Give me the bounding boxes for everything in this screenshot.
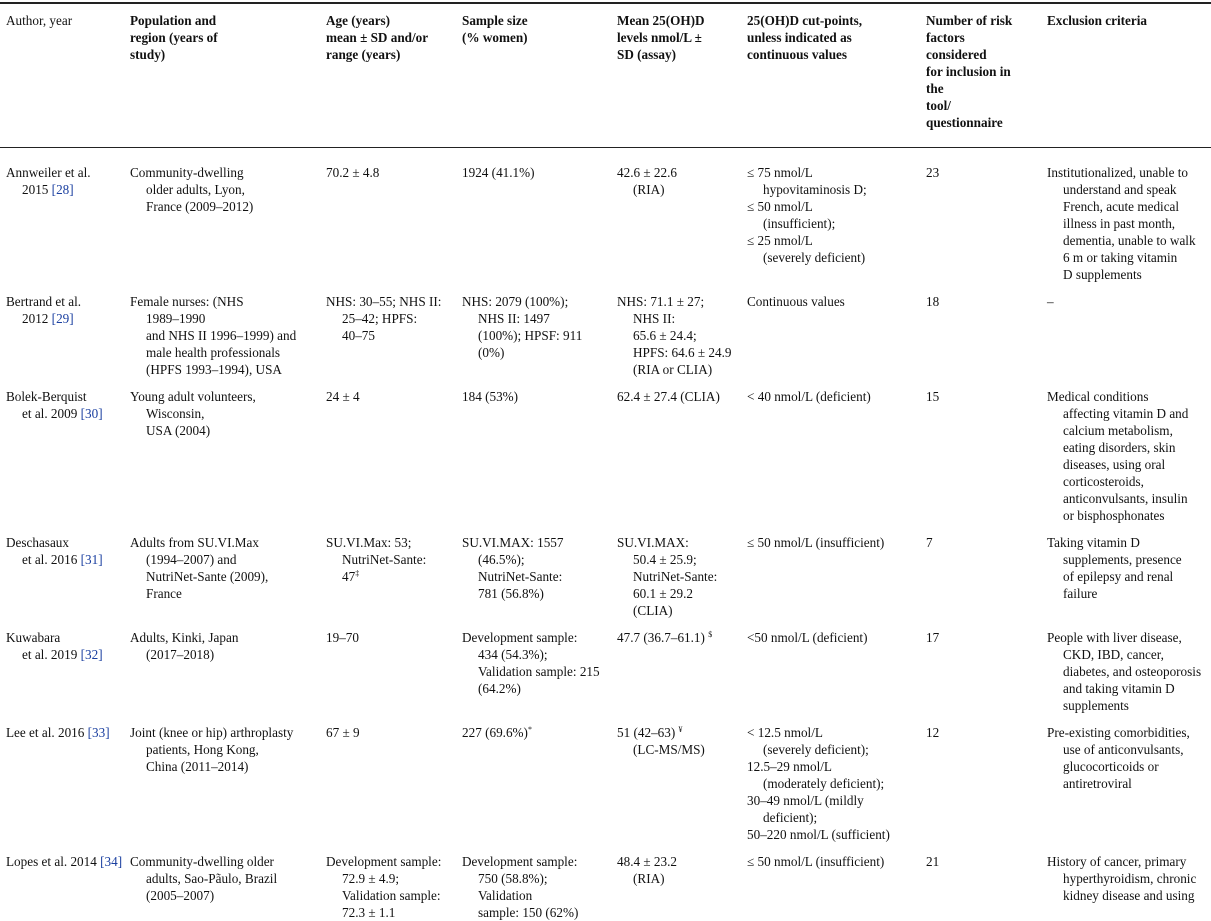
cell-line: hyperthyroidism, chronic xyxy=(1063,871,1197,886)
cell-line: 42.6 ± 22.6 xyxy=(617,165,677,180)
cell-line: Adults from SU.VI.Max xyxy=(130,535,259,550)
cell-line: Validation xyxy=(478,888,533,903)
cell-line: HPFS: 64.6 ± 24.9 xyxy=(633,345,732,360)
cell-line: Wisconsin, xyxy=(146,406,205,421)
cell-line: supplements xyxy=(1063,698,1129,713)
cutpoints-cell xyxy=(741,843,920,921)
cell-line: China (2011–2014) xyxy=(146,759,249,774)
cutpoints-cell xyxy=(741,378,920,524)
header-line: Population and xyxy=(130,13,217,28)
cell-line: ≤ 50 nmol/L (insufficient) xyxy=(747,854,885,869)
cell-line: Community-dwelling older xyxy=(130,854,274,869)
cell-line: Community-dwelling xyxy=(130,165,244,180)
top-rule xyxy=(0,2,1211,4)
cell-line: Medical conditions xyxy=(1047,389,1149,404)
cell-line: People with liver disease, xyxy=(1047,630,1182,645)
table-body xyxy=(0,154,1211,921)
header-line: Age (years) xyxy=(326,13,391,28)
cutpoints-cell xyxy=(741,283,920,378)
cell-line: D supplements xyxy=(1063,267,1142,282)
cell-line: and NHS II 1996–1999) and xyxy=(146,328,297,343)
cell-line: Institutionalized, unable to xyxy=(1047,165,1188,180)
citation-link[interactable]: [29] xyxy=(51,311,74,326)
cell-line: (1994–2007) and xyxy=(146,552,237,567)
mean-level-cell xyxy=(611,714,741,843)
cell-line: 781 (56.8%) xyxy=(478,586,544,601)
cell-line: (100%); HPSF: 911 xyxy=(478,328,583,343)
age-cell xyxy=(320,843,456,921)
cell-line: 50.4 ± 25.9; xyxy=(633,552,697,567)
cell-line: < 40 nmol/L (deficient) xyxy=(747,389,871,404)
column-header-mean xyxy=(611,6,741,154)
cell-line: Continuous values xyxy=(747,294,845,309)
cell-line: ≤ 75 nmol/L xyxy=(747,165,813,180)
cutpoints-cell xyxy=(741,524,920,619)
mean-level-cell xyxy=(611,378,741,524)
cell-line: Validation sample: xyxy=(342,888,441,903)
cutpoints-cell xyxy=(741,154,920,283)
cell-line: Joint (knee or hip) arthroplasty xyxy=(130,725,294,740)
column-header-population xyxy=(124,6,320,154)
cell-line: 25–42; HPFS: xyxy=(342,311,418,326)
age-cell xyxy=(320,378,456,524)
cell-line: 72.9 ± 4.9; xyxy=(342,871,400,886)
cell-line: 47.7 (36.7–61.1) $ xyxy=(617,630,713,645)
cell-line: NutriNet-Sante: xyxy=(633,569,718,584)
cell-line: supplements, presence xyxy=(1063,552,1182,567)
cell-line: of epilepsy and renal xyxy=(1063,569,1174,584)
header-line: considered xyxy=(926,47,987,62)
cell-line: NutriNet-Sante: xyxy=(342,552,427,567)
cell-line: 12.5–29 nmol/L xyxy=(747,759,832,774)
citation-link[interactable]: [28] xyxy=(51,182,74,197)
cell-line: Young adult volunteers, xyxy=(130,389,256,404)
cell-line: antiretroviral xyxy=(1063,776,1132,791)
cell-line: History of cancer, primary xyxy=(1047,854,1187,869)
cell-line: 60.1 ± 29.2 xyxy=(633,586,693,601)
population-cell xyxy=(124,378,320,524)
header-line: for inclusion in xyxy=(926,64,1011,79)
cell-line: (severely deficient); xyxy=(763,742,869,757)
cell-line: use of anticonvulsants, xyxy=(1063,742,1184,757)
exclusion-criteria-cell xyxy=(1041,154,1211,283)
cell-line: eating disorders, skin xyxy=(1063,440,1176,455)
cell-line: and taking vitamin D xyxy=(1063,681,1175,696)
citation-link[interactable]: [34] xyxy=(100,854,123,869)
cell-line: dementia, unable to walk xyxy=(1063,233,1196,248)
cell-line: illness in past month, xyxy=(1063,216,1176,231)
cell-line: Development sample: xyxy=(326,854,442,869)
header-line: tool/ xyxy=(926,98,951,113)
citation-link[interactable]: [33] xyxy=(87,725,110,740)
cell-line: 47‡ xyxy=(342,569,360,584)
cutpoints-cell xyxy=(741,619,920,714)
author-line: et al. 2009 [30] xyxy=(22,406,103,421)
cell-line: (2005–2007) xyxy=(146,888,215,903)
population-cell xyxy=(124,283,320,378)
cell-line: Adults, Kinki, Japan xyxy=(130,630,239,645)
cell-line: (severely deficient) xyxy=(763,250,866,265)
cell-line: anticonvulsants, insulin xyxy=(1063,491,1188,506)
table-row xyxy=(0,378,1211,524)
cell-line: 1989–1990 xyxy=(146,311,206,326)
cell-line: ≤ 50 nmol/L xyxy=(747,199,813,214)
cell-line: male health professionals xyxy=(146,345,281,360)
cell-line: Development sample: xyxy=(462,854,578,869)
population-cell xyxy=(124,154,320,283)
table-header xyxy=(0,6,1211,154)
author-cell xyxy=(0,619,124,714)
risk-factor-count-cell: 12 xyxy=(926,725,940,740)
cell-line: (HPFS 1993–1994), USA xyxy=(146,362,282,377)
cell-line: USA (2004) xyxy=(146,423,211,438)
cell-line: failure xyxy=(1063,586,1098,601)
column-header-cutpoints xyxy=(741,6,920,154)
author-line: et al. 2016 [31] xyxy=(22,552,103,567)
sample-size-cell xyxy=(456,283,611,378)
cell-line: (RIA) xyxy=(633,871,665,886)
population-cell xyxy=(124,843,320,921)
header-line: mean ± SD and/or xyxy=(326,30,429,45)
cell-line: – xyxy=(1047,294,1054,309)
cell-line: (2017–2018) xyxy=(146,647,215,662)
mean-level-cell xyxy=(611,283,741,378)
cell-line: SU.VI.Max: 53; xyxy=(326,535,412,550)
mean-level-cell xyxy=(611,843,741,921)
author-line: Lee et al. 2016 [33] xyxy=(6,725,110,740)
column-header-author xyxy=(0,6,124,154)
exclusion-criteria-cell xyxy=(1041,619,1211,714)
risk-factor-count-cell: 23 xyxy=(926,165,940,180)
header-line: range (years) xyxy=(326,47,401,62)
cell-line: (RIA or CLIA) xyxy=(633,362,713,377)
author-line: Kuwabara xyxy=(6,630,61,645)
risk-factor-count-cell: 18 xyxy=(926,294,940,309)
header-row xyxy=(0,6,1211,154)
cell-line: Development sample: xyxy=(462,630,578,645)
cell-line: affecting vitamin D and xyxy=(1063,406,1189,421)
header-line: Exclusion criteria xyxy=(1047,13,1147,28)
header-line: study) xyxy=(130,47,166,62)
cell-line: ≤ 25 nmol/L xyxy=(747,233,813,248)
author-cell xyxy=(0,843,124,921)
mean-level-cell xyxy=(611,524,741,619)
cell-line: Female nurses: (NHS xyxy=(130,294,244,309)
column-header-age xyxy=(320,6,456,154)
header-line: region (years of xyxy=(130,30,218,45)
author-line: Bolek-Berquist xyxy=(6,389,87,404)
author-line: Bertrand et al. xyxy=(6,294,82,309)
cell-line: 184 (53%) xyxy=(462,389,519,404)
cell-line: 30–49 nmol/L (mildly xyxy=(747,793,864,808)
exclusion-criteria-cell xyxy=(1041,283,1211,378)
cell-line: NHS: 71.1 ± 27; xyxy=(617,294,705,309)
author-line: Lopes et al. 2014 [34] xyxy=(6,854,123,869)
table-row xyxy=(0,619,1211,714)
cell-line: (0%) xyxy=(478,345,505,360)
cell-line: <50 nmol/L (deficient) xyxy=(747,630,868,645)
author-line: et al. 2019 [32] xyxy=(22,647,103,662)
cell-line: 1924 (41.1%) xyxy=(462,165,535,180)
sample-size-cell xyxy=(456,154,611,283)
cell-line: (46.5%); xyxy=(478,552,525,567)
cell-line: sample: 150 (62%) xyxy=(478,905,579,920)
risk-factor-count-cell: 7 xyxy=(926,535,933,550)
cell-line: diseases, using oral xyxy=(1063,457,1166,472)
exclusion-criteria-cell xyxy=(1041,714,1211,843)
header-line: Number of risk xyxy=(926,13,1013,28)
author-line: Deschasaux xyxy=(6,535,69,550)
cell-line: glucocorticoids or xyxy=(1063,759,1159,774)
table-row xyxy=(0,283,1211,378)
sample-size-cell xyxy=(456,714,611,843)
cell-line: Validation sample: 215 xyxy=(478,664,600,679)
header-line: the xyxy=(926,81,944,96)
cell-line: (LC-MS/MS) xyxy=(633,742,705,757)
cell-line: (moderately deficient); xyxy=(763,776,885,791)
author-cell xyxy=(0,154,124,283)
cell-line: 750 (58.8%); xyxy=(478,871,548,886)
author-cell xyxy=(0,714,124,843)
cell-line: hypovitaminosis D; xyxy=(763,182,867,197)
cell-line: France (2009–2012) xyxy=(146,199,254,214)
cell-line: 434 (54.3%); xyxy=(478,647,548,662)
cell-line: NutriNet-Sante: xyxy=(478,569,563,584)
cell-line: 65.6 ± 24.4; xyxy=(633,328,697,343)
header-line: continuous values xyxy=(747,47,848,62)
citation-link[interactable]: [31] xyxy=(80,552,103,567)
author-line: 2012 [29] xyxy=(22,311,74,326)
cell-line: (insufficient); xyxy=(763,216,836,231)
cell-line: 6 m or taking vitamin xyxy=(1063,250,1178,265)
header-line: Sample size xyxy=(462,13,528,28)
cell-line: (64.2%) xyxy=(478,681,521,696)
cell-line: (RIA) xyxy=(633,182,665,197)
cell-line: NHS II: xyxy=(633,311,676,326)
table-row xyxy=(0,154,1211,283)
population-cell xyxy=(124,619,320,714)
cell-line: kidney disease and using xyxy=(1063,888,1195,903)
risk-factor-count-cell: 21 xyxy=(926,854,940,869)
cell-line: 51 (42–63) ¥ xyxy=(617,725,683,740)
cell-line: SU.VI.MAX: 1557 xyxy=(462,535,564,550)
cell-line: corticosteroids, xyxy=(1063,474,1144,489)
table-row xyxy=(0,524,1211,619)
cell-line: 62.4 ± 27.4 (CLIA) xyxy=(617,389,720,404)
sample-size-cell xyxy=(456,378,611,524)
author-line: Annweiler et al. xyxy=(6,165,91,180)
header-line: Author, year xyxy=(6,13,73,28)
cell-line: 48.4 ± 23.2 xyxy=(617,854,677,869)
age-cell xyxy=(320,619,456,714)
cell-line: 72.3 ± 1.1 xyxy=(342,905,396,920)
population-cell xyxy=(124,524,320,619)
age-cell xyxy=(320,283,456,378)
study-characteristics-table xyxy=(0,6,1211,921)
cell-line: older adults, Lyon, xyxy=(146,182,245,197)
exclusion-criteria-cell xyxy=(1041,843,1211,921)
cell-line: French, acute medical xyxy=(1063,199,1180,214)
exclusion-criteria-cell xyxy=(1041,524,1211,619)
header-line: 25(OH)D cut-points, xyxy=(747,13,863,28)
cell-line: SU.VI.MAX: xyxy=(617,535,689,550)
column-header-exclusion xyxy=(1041,6,1211,154)
sample-size-cell xyxy=(456,524,611,619)
cell-line: Taking vitamin D xyxy=(1047,535,1140,550)
cell-line: NHS: 2079 (100%); xyxy=(462,294,569,309)
citation-link[interactable]: [30] xyxy=(80,406,103,421)
population-cell xyxy=(124,714,320,843)
cell-line: adults, Sao-Pãulo, Brazil xyxy=(146,871,278,886)
cell-line: ≤ 50 nmol/L (insufficient) xyxy=(747,535,885,550)
column-header-risk xyxy=(920,6,1041,154)
cell-line: (CLIA) xyxy=(633,603,673,618)
cell-line: 24 ± 4 xyxy=(326,389,360,404)
cell-line: deficient); xyxy=(763,810,818,825)
cell-line: 70.2 ± 4.8 xyxy=(326,165,380,180)
header-line: SD (assay) xyxy=(617,47,676,62)
risk-factor-count-cell: 15 xyxy=(926,389,940,404)
risk-factor-count-cell: 17 xyxy=(926,630,940,645)
cell-line: calcium metabolism, xyxy=(1063,423,1173,438)
cell-line: NutriNet-Sante (2009), xyxy=(146,569,269,584)
cell-line: 19–70 xyxy=(326,630,359,645)
cell-line: 227 (69.6%)* xyxy=(462,725,532,740)
table-row xyxy=(0,714,1211,843)
mean-level-cell xyxy=(611,154,741,283)
header-line: (% women) xyxy=(462,30,528,45)
cutpoints-cell xyxy=(741,714,920,843)
cell-line: diabetes, and osteoporosis xyxy=(1063,664,1202,679)
cell-line: 67 ± 9 xyxy=(326,725,360,740)
sample-size-cell xyxy=(456,843,611,921)
exclusion-criteria-cell xyxy=(1041,378,1211,524)
cell-line: NHS II: 1497 xyxy=(478,311,550,326)
header-line: unless indicated as xyxy=(747,30,852,45)
cell-line: 40–75 xyxy=(342,328,375,343)
cell-line: understand and speak xyxy=(1063,182,1177,197)
cell-line: patients, Hong Kong, xyxy=(146,742,259,757)
column-header-sample xyxy=(456,6,611,154)
author-cell xyxy=(0,283,124,378)
table-row xyxy=(0,843,1211,921)
citation-link[interactable]: [32] xyxy=(80,647,103,662)
cell-line: CKD, IBD, cancer, xyxy=(1063,647,1164,662)
author-cell xyxy=(0,524,124,619)
cell-line: 50–220 nmol/L (sufficient) xyxy=(747,827,890,842)
header-line: factors xyxy=(926,30,965,45)
cell-line: < 12.5 nmol/L xyxy=(747,725,823,740)
header-line: levels nmol/L ± xyxy=(617,30,702,45)
cell-line: NHS: 30–55; NHS II: xyxy=(326,294,442,309)
author-cell xyxy=(0,378,124,524)
age-cell xyxy=(320,714,456,843)
cell-line: Pre-existing comorbidities, xyxy=(1047,725,1190,740)
cell-line: France xyxy=(146,586,182,601)
author-line: 2015 [28] xyxy=(22,182,74,197)
header-line: Mean 25(OH)D xyxy=(617,13,705,28)
mean-level-cell xyxy=(611,619,741,714)
age-cell xyxy=(320,524,456,619)
cell-line: or bisphosphonates xyxy=(1063,508,1165,523)
sample-size-cell xyxy=(456,619,611,714)
header-line: questionnaire xyxy=(926,115,1003,130)
age-cell xyxy=(320,154,456,283)
